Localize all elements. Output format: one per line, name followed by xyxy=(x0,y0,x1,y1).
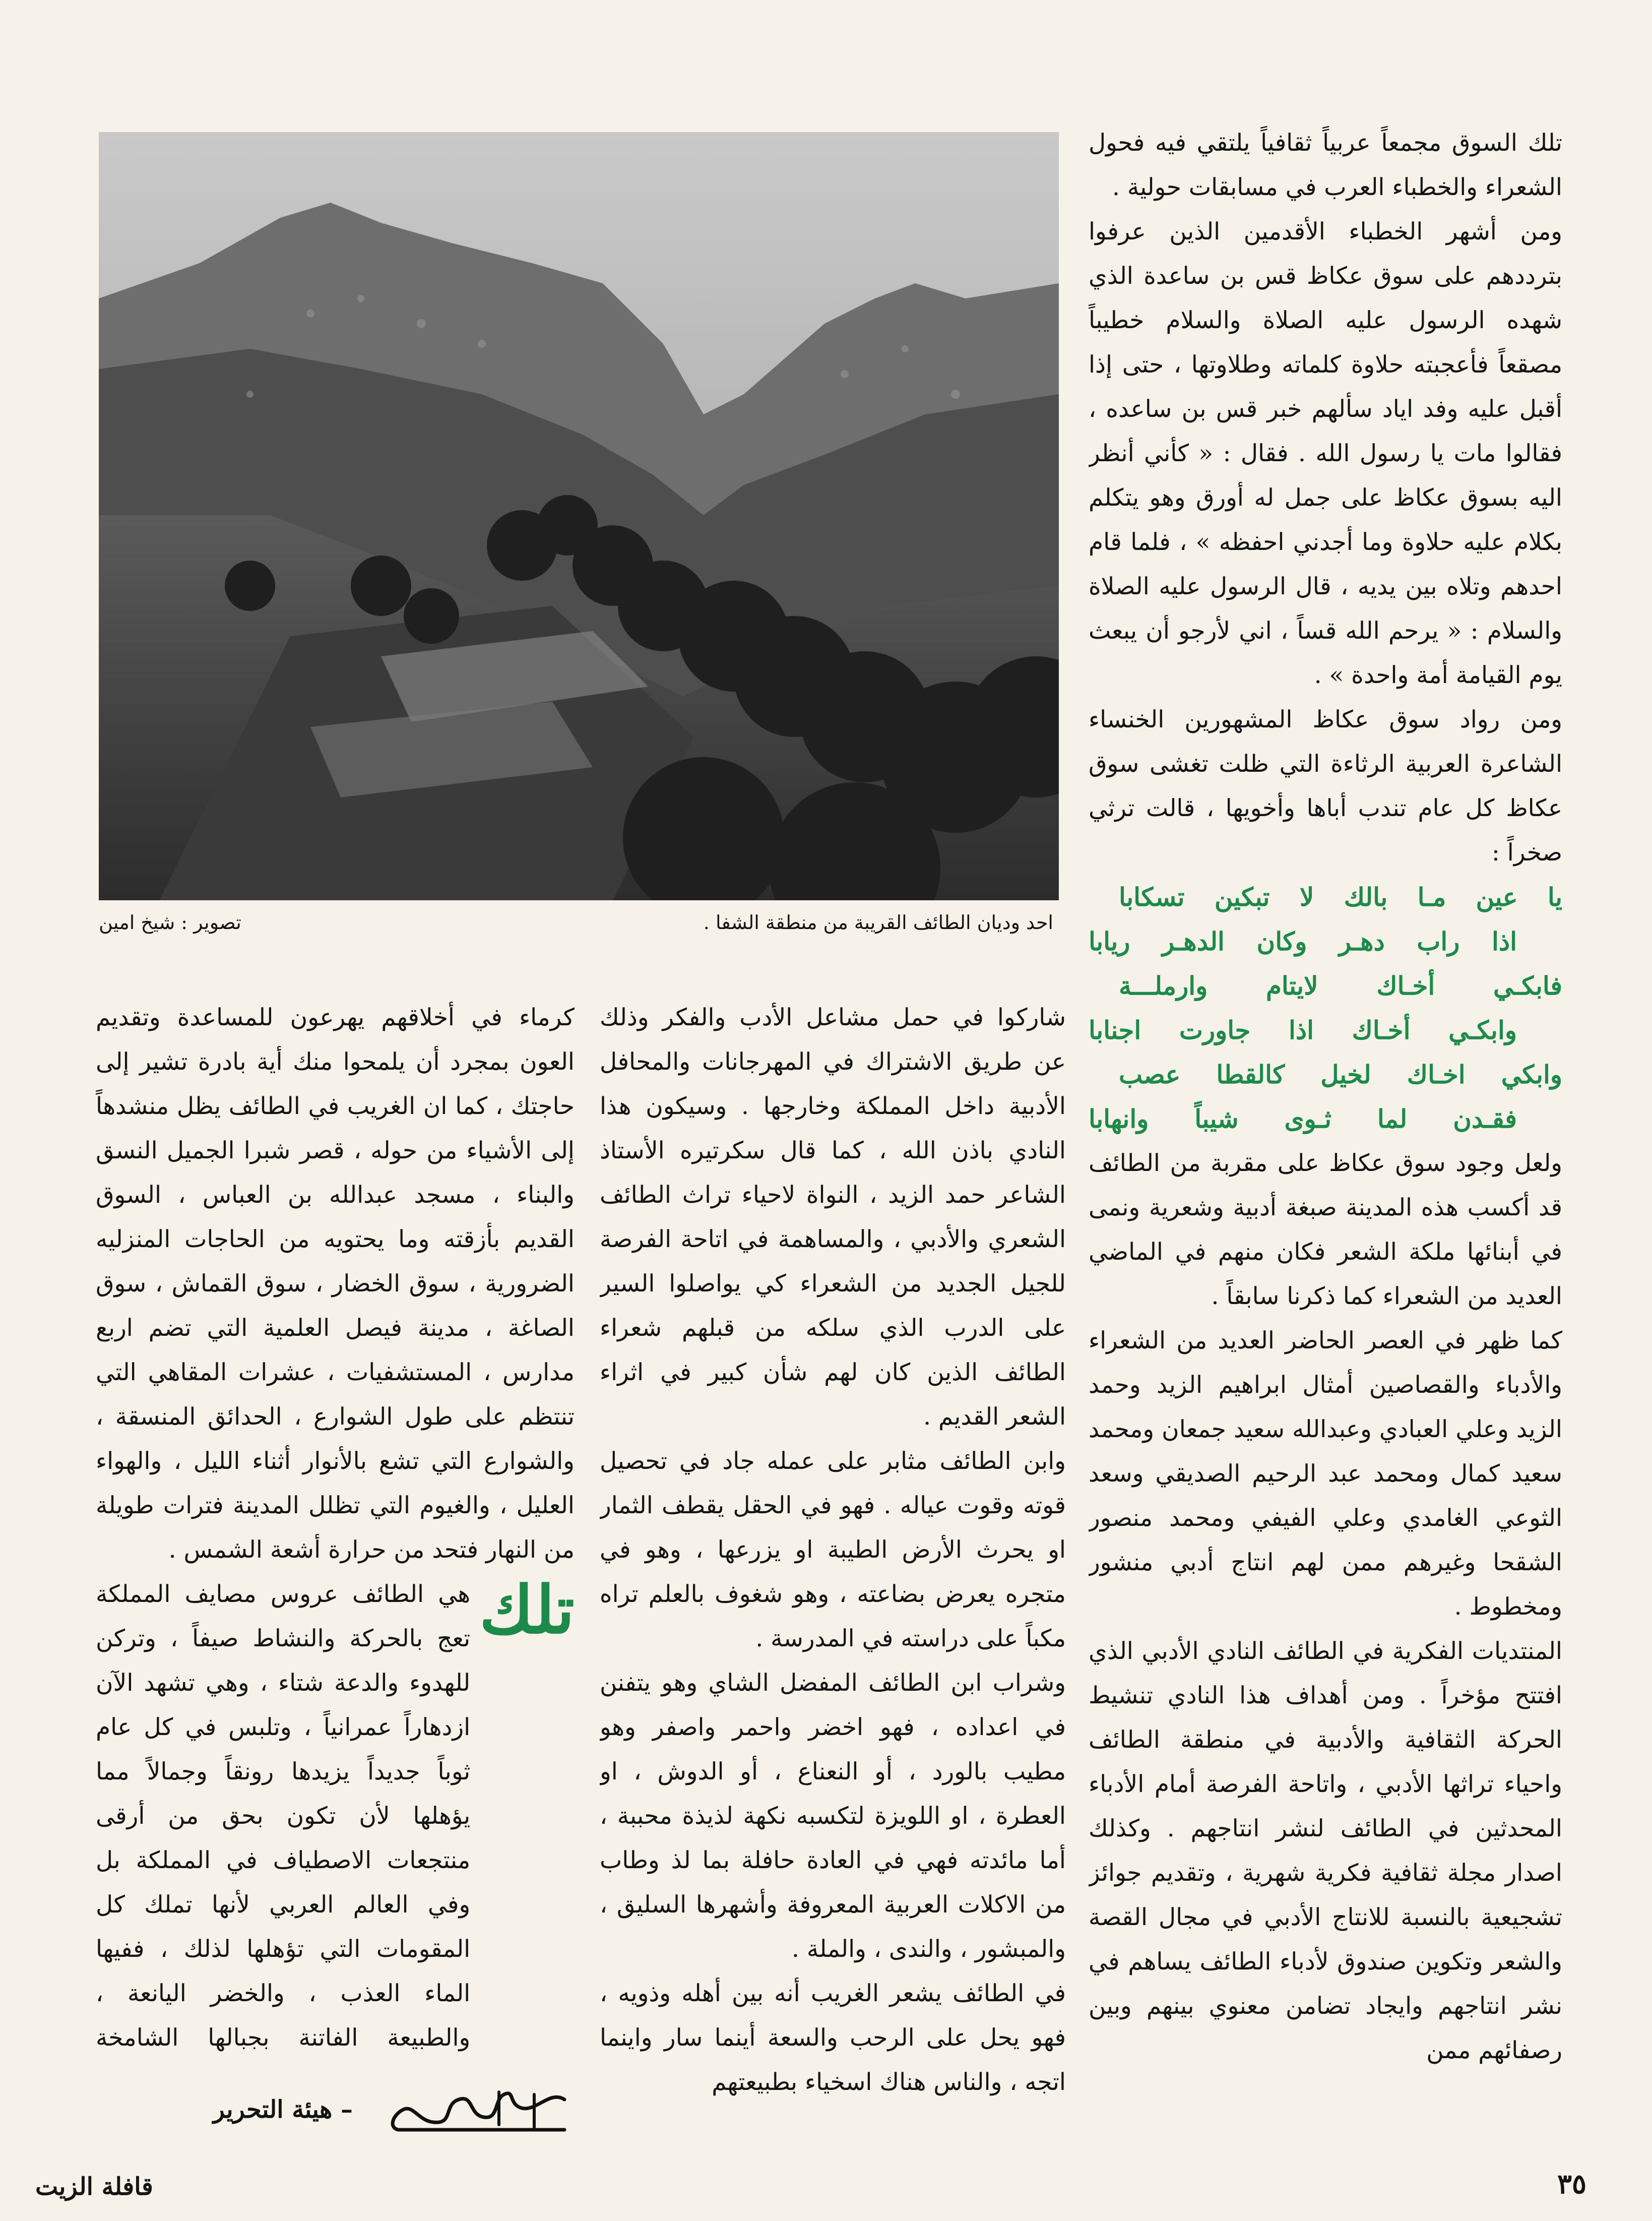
photo-credit: تصوير : شيخ امين xyxy=(99,911,241,934)
paragraph: شاركوا في حمل مشاعل الأدب والفكر وذلك عن طريق الاشتراك في المهرجانات والمحافل الأدبية داخل المملكة وخارجها . وسيكون هذا النادي باذن الله ، كما قال سكرتيره الأستاذ الشاعر حمد الزيد ، النواة لاحياء تراث الطائف الشعري والأدبي ، والمساهمة في اتاحة الفرصة للجيل الجديد من الشعراء كي يواصلوا السير على الدرب الذي سلكه من قبلهم شعراء الطائف الذين كان لهم شأن كبير في اثراء الشعر القديم . xyxy=(600,1004,1066,1431)
poem-line: وابكـي أخـاك اذا جاورت اجنابا xyxy=(1089,1015,1517,1045)
poem-line: وابكي اخـاك لخيل كالقطا عصب xyxy=(1119,1060,1562,1089)
paragraph: ومن أشهر الخطباء الأقدمين الذين عرفوا بترددهم على سوق عكاظ قس بن ساعدة الذي شهده الرسول عليه الصلاة والسلام خطيباً مصقعاً فأعجبته حلاوة كلماته وطلاوتها ، حتى إذا أقبل عليه وفد اياد سألهم خبر قس بن ساعده ، فقالوا مات يا رسول الله . فقال : « كأني أنظر اليه بسوق عكاظ على جمل له أورق وهو يتكلم بكلام عليه حلاوة وما أجدني احفظه » ، فلما قام احدهم وتلاه بين يديه ، قال الرسول عليه الصلاة والسلام : « يرحم الله قساً ، اني لأرجو أن يبعث يوم القيامة أمة واحدة » . xyxy=(1089,218,1562,689)
poem-line: يا عين مـا بالك لا تبكين تسكابا xyxy=(1119,882,1562,912)
poem-line: فقـدن لما ثـوى شيباً وانهابا xyxy=(1089,1104,1517,1134)
poem-line: اذا راب دهـر وكان الدهـر ريابا xyxy=(1089,927,1517,956)
poem-khansa xyxy=(1089,875,1562,1141)
valley-photo xyxy=(99,132,1059,900)
article-column-middle xyxy=(600,996,1066,2160)
article-column-left xyxy=(96,996,575,2054)
paragraph: ولعل وجود سوق عكاظ على مقربة من الطائف قد أكسب هذه المدينة صبغة أدبية وشعرية ونمى في أبنائها ملكة الشعر فكان منهم في الماضي العديد من الشعراء كما ذكرنا سابقاً . xyxy=(1089,1149,1562,1310)
magazine-name: قافلة الزيت xyxy=(35,2173,153,2201)
paragraph: ومن رواد سوق عكاظ المشهورين الخنساء الشاعرة العربية الرثاءة التي ظلت تغشى سوق عكاظ كل عام تندب أباها وأخويها ، قالت ترثي صخراً : xyxy=(1089,706,1562,867)
closing-paragraph-text: هي الطائف عروس مصايف المملكة تعج بالحركة والنشاط صيفاً ، وتركن للهدوء والدعة شتاء ، وهي تشهد الآن ازدهاراً عمرانياً ، وتلبس في كل عام ثوباً جديداً يزيدها رونقاً وجمالاً مما يؤهلها لأن تكون بحق من أرقى منتجعات الاصطياف في المملكة بل وفي العالم العربي لأنها تملك كل المقومات التي تؤهلها لذلك ، ففيها الماء العذب ، والخضر اليانعة ، والطبيعة الفاتنة بجبالها الشامخة xyxy=(96,1580,471,2052)
closing-section xyxy=(96,1572,575,2054)
page-number: ٣٥ xyxy=(1557,2168,1587,2200)
signature-icon xyxy=(383,2079,575,2140)
paragraph: وشراب ابن الطائف المفضل الشاي وهو يتفنن في اعداده ، فهو اخضر واحمر واصفر وهو مطيب بالورد ، أو النعناع ، أو الدوش ، او العطرة ، او اللويزة لتكسبه نكهة لذيذة محببة ، أما مائدته فهي في العادة حافلة بما لذ وطاب من الاكلات العربية المعروفة وأشهرها السليق ، والمبشور ، والندى ، والملة . xyxy=(600,1669,1066,1963)
valley-landscape-image xyxy=(99,132,1059,900)
paragraph xyxy=(96,1572,470,2054)
author-signature-block xyxy=(96,2077,575,2142)
paragraph: وابن الطائف مثابر على عمله جاد في تحصيل قوته وقوت عياله . فهو في الحقل يقطف الثمار او يحرث الأرض الطيبة او يزرعها ، وهو في متجره يعرض بضاعته ، وهو شغوف بالعلم تراه مكباً على دراسته في المدرسة . xyxy=(600,1447,1066,1652)
editorial-board-label: – هيئة التحرير xyxy=(213,2095,353,2124)
photo-caption: احد وديان الطائف القريبة من منطقة الشفا . xyxy=(703,911,1053,934)
paragraph: في الطائف يشعر الغريب أنه بين أهله وذويه ، فهو يحل على الرحب والسعة أينما سار واينما اتجه ، والناس هناك اسخياء بطبيعتهم xyxy=(600,1980,1066,2096)
poem-line: فابكـي أخـاك لايتام وارملـــة xyxy=(1119,971,1562,1001)
paragraph: تلك السوق مجمعاً عربياً ثقافياً يلتقي فيه فحول الشعراء والخطباء العرب في مسابقات حولية . xyxy=(1089,129,1562,201)
paragraph: كرماء في أخلاقهم يهرعون للمساعدة وتقديم العون بمجرد أن يلمحوا منك أية بادرة تشير إلى حاجتك ، كما ان الغريب في الطائف يظل منشدهاً إلى الأشياء من حوله ، قصر شبرا الجميل النسق والبناء ، مسجد عبدالله بن العباس ، السوق القديم بأزقته وما يحتويه من الحاجات المنزليه الضرورية ، سوق الخضار ، سوق القماش ، سوق الصاغة ، مدينة فيصل العلمية التي تضم اربع مدارس ، المستشفيات ، عشرات المقاهي التي تنتظم على طول الشوارع ، الحدائق المنسقة ، والشوارع التي تشع بالأنوار أثناء الليل ، والهواء العليل ، والغيوم التي تظلل المدينة فترات طويلة من النهار فتحد من حرارة أشعة الشمس . xyxy=(96,1004,575,1564)
paragraph: المنتديات الفكرية في الطائف النادي الأدبي الذي افتتح مؤخراً . ومن أهداف هذا النادي تنشيط الحركة الثقافية والأدبية في منطقة الطائف واحياء تراثها الأدبي ، واتاحة الفرصة أمام الأدباء المحدثين في الطائف لنشر انتاجهم . وكذلك اصدار مجلة ثقافية فكرية شهرية ، وتقديم جوائز تشجيعية بالنسبة للانتاج الأدبي في مجال القصة والشعر وتكوين صندوق لأدباء الطائف يساهم في نشر انتاجهم وايجاد تضامن معنوي بينهم وبين رصفائهم ممن xyxy=(1089,1637,1562,2064)
paragraph: كما ظهر في العصر الحاضر العديد من الشعراء والأدباء والقصاصين أمثال ابراهيم الزيد وحمد الزيد وعلي العبادي وعبدالله سعيد جمعان ومحمد سعيد كمال ومحمد عبد الرحيم الصديقي وسعد الثوعي الغامدي وعلي الفيفي ومحمد منصور الشقحا وغيرهم ممن لهم انتاج أدبي منشور ومخطوط . xyxy=(1089,1327,1562,1621)
dropcap-word: تلك xyxy=(479,1571,575,1648)
article-column-right xyxy=(1089,121,1562,2163)
